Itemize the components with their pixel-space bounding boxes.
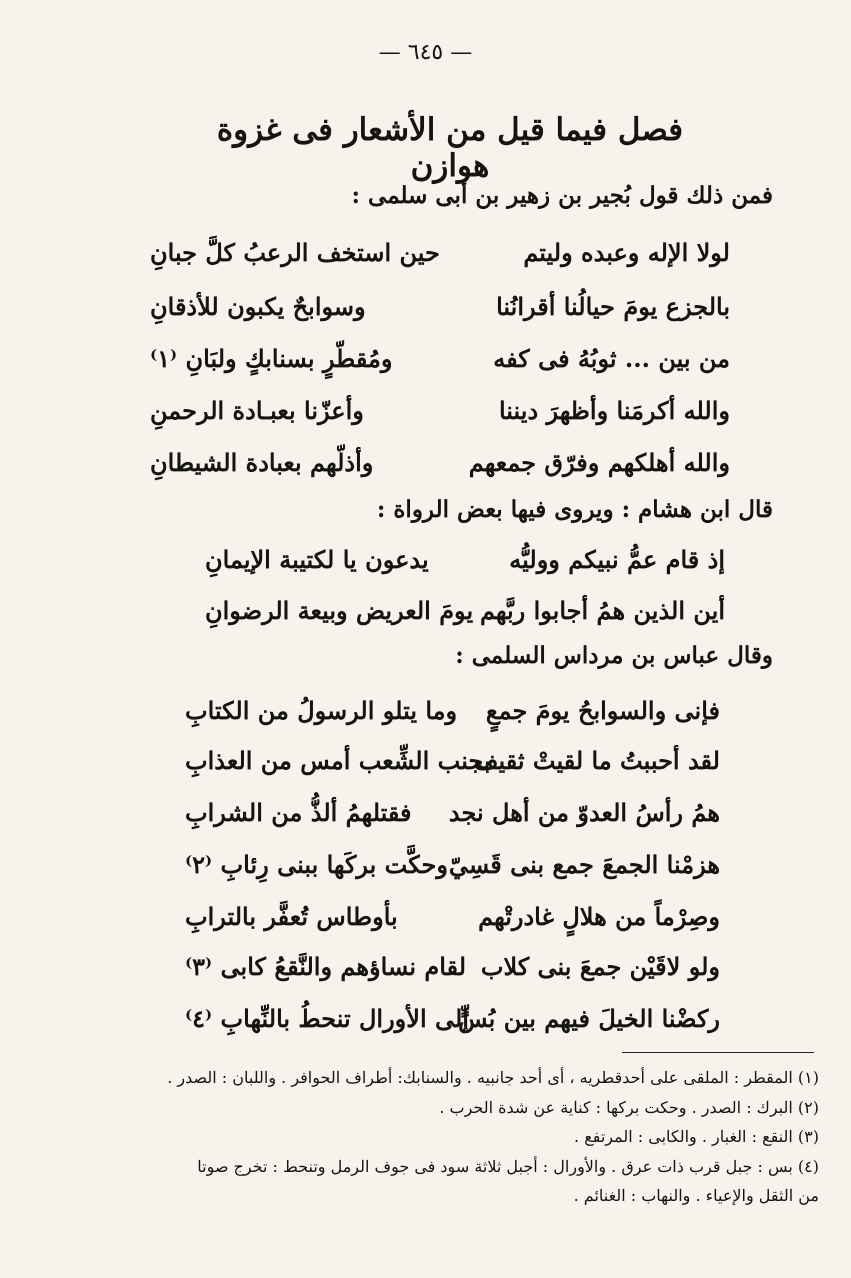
second-hemistich: يومَ العريض وبيعة الرضوانِ [205, 596, 474, 625]
verse-line [150, 396, 730, 442]
page-number: — ٦٤٥ — [378, 40, 473, 65]
verse-line [185, 850, 720, 896]
verse-line [185, 746, 720, 792]
first-hemistich: والله أهلكهم وفرّق جمعهم [468, 448, 730, 477]
second-hemistich: وحكَّت بركَها ببنى رِئابِ ⁽٢⁾ [185, 850, 448, 879]
verse-line [150, 448, 730, 494]
footnote-divider [622, 1052, 814, 1053]
footnote: (١) المقطر : الملقى على أحدقطريه ، أى أحد جانبيه . والسنابك: أطراف الحوافر . واللبان : الصدر . [167, 1068, 819, 1087]
verse-line [185, 902, 720, 948]
chapter-title: فصل فيما قيل من الأشعار فى غزوة هوازن [216, 112, 684, 184]
footnote: (٢) البرك : الصدر . وحكت بركها : كناية عن شدة الحرب . [439, 1098, 819, 1117]
verse-line [185, 798, 720, 844]
second-hemistich: ومُقطّرٍ بسنابكٍ ولبَانِ ⁽١⁾ [150, 344, 393, 373]
verse-line [150, 344, 730, 390]
first-hemistich: إذ قام عمُّ نبيكم ووليُّه [509, 545, 725, 574]
footnote: من الثقل والإعياء . والنهاب : الغنائم . [573, 1186, 819, 1205]
poem-intro: قال ابن هشام : ويروى فيها بعض الرواة : [376, 496, 773, 523]
first-hemistich: من بين ... ثوبُهُ فى كفه [493, 344, 730, 373]
poem-intro: وقال عباس بن مرداس السلمى : [455, 642, 773, 669]
second-hemistich: وسوابحٌ يكبون للأذقانِ [150, 292, 366, 321]
verse-line [205, 545, 725, 591]
second-hemistich: وأعزّنا بعبـادة الرحمنِ [150, 396, 364, 425]
second-hemistich: وما يتلو الرسولُ من الكتابِ [185, 696, 458, 725]
second-hemistich: فقتلهمُ ألذُّ من الشرابِ [185, 798, 412, 827]
verse-line [185, 696, 720, 742]
verse-line [185, 1004, 720, 1050]
first-hemistich: همُ رأسُ العدوّ من أهل نجد [448, 798, 720, 827]
poem-intro: فمن ذلك قول بُجير بن زهير بن أبى سلمى : [351, 182, 773, 209]
verse-line [150, 238, 730, 284]
second-hemistich: بجنب الشِّعب أمس من العذابِ [185, 746, 491, 775]
second-hemistich: لقام نساؤهم والنَّقعُ كابى ⁽٣⁾ [185, 952, 467, 981]
footnote: (٤) بس : جبل قرب ذات عرق . والأورال : أجبل ثلاثة سود فى جوف الرمل وتنحط : تخرج صوتا [197, 1157, 819, 1176]
second-hemistich: يدعون يا لكتيبة الإيمانِ [205, 545, 429, 574]
first-hemistich: لولا الإله وعبده وليتم [523, 238, 730, 267]
first-hemistich: فإنى والسوابحُ يومَ جمعٍ [485, 696, 720, 725]
first-hemistich: بالجزع يومَ حيالُنا أقرانُنا [496, 292, 730, 321]
first-hemistich: ركضْنا الخيلَ فيهم بين بُسٍّ [458, 1004, 720, 1033]
verse-line [185, 952, 720, 998]
first-hemistich: ولو لاقَيْن جمعَ بنى كلاب [480, 952, 720, 981]
verse-line [205, 596, 725, 642]
first-hemistich: وصِرْماً من هلالٍ غادرتْهم [478, 902, 720, 931]
footnote: (٣) النقع : الغبار . والكابى : المرتفع . [574, 1127, 819, 1146]
second-hemistich: بأوطاس تُعفَّر بالترابِ [185, 902, 398, 931]
second-hemistich: حين استخف الرعبُ كلَّ جبانِ [150, 238, 440, 267]
second-hemistich: إلى الأورال تنحطُ بالنِّهابِ ⁽٤⁾ [185, 1004, 469, 1033]
verse-line [150, 292, 730, 338]
first-hemistich: والله أكرمَنا وأظهرَ ديننا [498, 396, 730, 425]
first-hemistich: أين الذين همُ أجابوا ربَّهم [479, 596, 725, 625]
first-hemistich: لقد أحببتُ ما لقيتْ ثقيف [473, 746, 720, 775]
first-hemistich: هزمْنا الجمعَ جمع بنى قَسِيّ [448, 850, 720, 879]
second-hemistich: وأذلّهم بعبادة الشيطانِ [150, 448, 374, 477]
